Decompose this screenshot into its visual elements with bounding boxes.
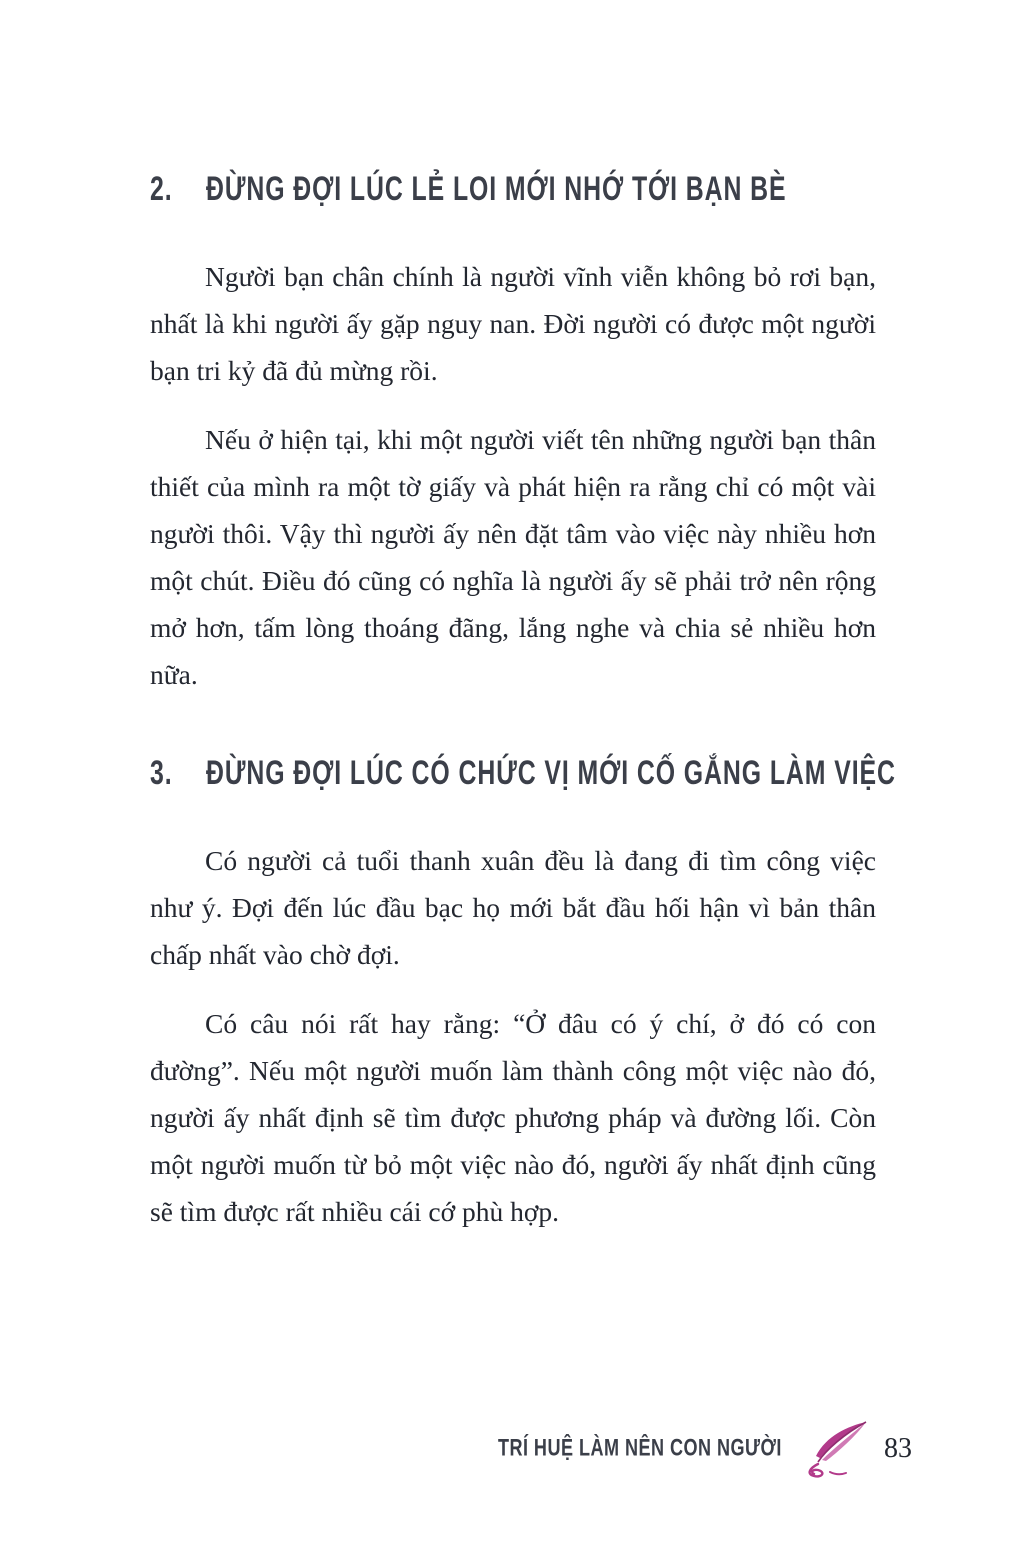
section-2-heading [150,169,876,209]
page-number: 83 [884,1433,912,1464]
feather-icon [796,1420,870,1478]
section-3 [150,753,896,1235]
section-2-title: ĐỪNG ĐỢI LÚC LẺ LOI MỚI NHỚ TỚI BẠN BÈ [206,169,787,208]
section-2-paragraph-1: Người bạn chân chính là người vĩnh viễn không bỏ rơi bạn, nhất là khi người ấy gặp nguy nan. Đời người có được một người bạn tri kỷ đã đủ mừng rồi. [150,261,876,386]
footer-book-title: TRÍ HUỆ LÀM NÊN CON NGƯỜI [498,1435,782,1462]
page-content [150,169,896,1257]
section-3-number: 3. [150,753,173,792]
section-3-paragraph-1: Có người cả tuổi thanh xuân đều là đang đi tìm công việc như ý. Đợi đến lúc đầu bạc họ mới bắt đầu hối hận vì bản thân chấp nhất vào chờ đợi. [150,845,876,970]
section-2-paragraph-2: Nếu ở hiện tại, khi một người viết tên những người bạn thân thiết của mình ra một tờ giấy và phát hiện ra rằng chỉ có một vài người thôi. Vậy thì người ấy nên đặt tâm vào việc này nhiều hơn một chút. Điều đó cũng có nghĩa là người ấy sẽ phải trở nên rộng mở hơn, tấm lòng thoáng đãng, lắng nghe và chia sẻ nhiều hơn nữa. [150,424,876,690]
section-3-heading [150,753,896,793]
section-3-title: ĐỪNG ĐỢI LÚC CÓ CHỨC VỊ MỚI CỐ GẮNG LÀM VIỆC [206,753,896,792]
section-2 [150,169,876,698]
section-3-paragraph-2: Có câu nói rất hay rằng: “Ở đâu có ý chí, ở đó có con đường”. Nếu một người muốn làm thành công một việc nào đó, người ấy nhất định sẽ tìm được phương pháp và đường lối. Còn một người muốn từ bỏ một việc nào đó, người ấy nhất định cũng sẽ tìm được rất nhiều cái cớ phù hợp. [150,1008,876,1227]
section-2-number: 2. [150,169,173,208]
page-footer [483,1420,912,1478]
